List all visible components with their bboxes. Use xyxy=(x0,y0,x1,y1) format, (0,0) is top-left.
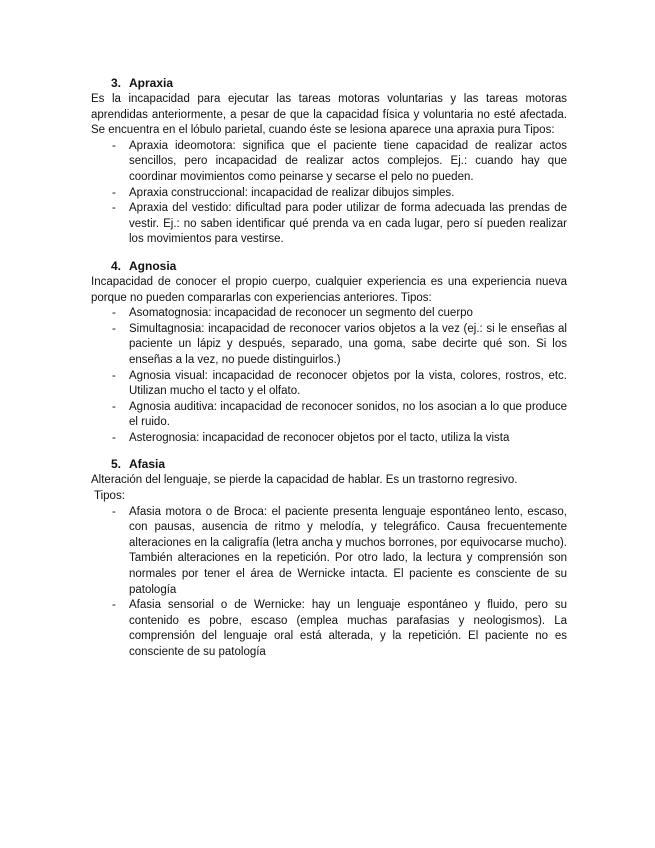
bullet-dash: - xyxy=(112,369,116,382)
bullet-dash: - xyxy=(112,202,116,215)
bullet-dash: - xyxy=(112,139,116,152)
list-item: - Agnosia visual: incapacidad de reconocer objetos por la vista, colores, rostros, etc. Utilizan mucho el tacto y el olfato. xyxy=(112,369,567,398)
section-heading xyxy=(91,259,567,274)
section-title: Afasia xyxy=(129,457,166,472)
section-agnosia xyxy=(91,259,567,447)
type-list xyxy=(91,139,567,248)
section-number: 5. xyxy=(111,457,122,472)
section-number: 3. xyxy=(111,76,122,90)
list-item: - Agnosia auditiva: incapacidad de reconocer sonidos, no los asocian a lo que produce el ruido. xyxy=(112,400,567,429)
section-heading xyxy=(91,76,567,91)
list-item: - Simultagnosia: incapacidad de reconocer varios objetos a la vez (ej.: si le enseñas al paciente un lápiz y después, separado, una goma, sabe decirte qué son. Si los enseñas a la vez, no puede distinguirlos.) xyxy=(112,322,567,366)
section-afasia xyxy=(91,457,567,660)
document-page xyxy=(91,76,567,672)
section-number: 4. xyxy=(111,258,122,273)
bullet-dash: - xyxy=(112,186,116,199)
section-heading xyxy=(91,457,567,472)
type-list xyxy=(91,505,567,661)
bullet-dash: - xyxy=(112,400,116,413)
section-apraxia xyxy=(91,76,567,248)
section-paragraph: Tipos: xyxy=(94,490,125,503)
bullet-dash: - xyxy=(112,322,116,335)
type-list xyxy=(91,306,567,446)
list-item: - Afasia motora o de Broca: el paciente presenta lenguaje espontáneo lento, escaso, con pausas, ausencia de ritmo y melodía, y telegráfico. Causa frecuentemente alteraciones en la caligrafía (letra ancha y muchos borrones, por equivocarse mucho). También alteraciones en la repetición. Por otro lado, la lectura y comprensión son normales por tener el área de Wernicke intacta. El paciente es consciente de su patología xyxy=(112,505,567,596)
section-paragraph: Es la incapacidad para ejecutar las tareas motoras voluntarias y las tareas motoras aprendidas anteriormente, a pesar de que la capacidad física y voluntaria no esté afectada. Se encuentra en el lóbulo parietal, cuando éste se lesiona aparece una apraxia pura Tipos: xyxy=(91,93,567,137)
bullet-dash: - xyxy=(112,599,116,612)
bullet-dash: - xyxy=(112,307,116,320)
bullet-dash: - xyxy=(112,431,116,444)
section-paragraph: Incapacidad de conocer el propio cuerpo, cualquier experiencia es una experiencia nueva porque no pueden compararlas con experiencias anteriores. Tipos: xyxy=(91,275,567,304)
list-item: - Asterognosia: incapacidad de reconocer objetos por el tacto, utiliza la vista xyxy=(91,431,567,447)
section-paragraph: Alteración del lenguaje, se pierde la capacidad de hablar. Es un trastorno regresivo. xyxy=(91,474,518,487)
list-item: - Apraxia ideomotora: significa que el paciente tiene capacidad de realizar actos sencillos, pero incapacidad de realizar actos complejos. Ej.: cuando hay que coordinar movimientos como peinarse y secarse el pelo no pueden. xyxy=(112,139,567,183)
list-item: - Apraxia construccional: incapacidad de realizar dibujos simples. xyxy=(91,186,567,202)
list-item: - Afasia sensorial o de Wernicke: hay un lenguaje espontáneo y fluido, pero su contenido es pobre, escaso (emplea muchas parafasias y neologismos). La comprensión del lenguaje oral está alterada, y la repetición. El paciente no es consciente de su patología xyxy=(112,599,567,658)
section-title: Agnosia xyxy=(129,258,177,273)
bullet-dash: - xyxy=(112,505,116,518)
section-title: Apraxia xyxy=(129,76,174,90)
list-item: - Asomatognosia: incapacidad de reconocer un segmento del cuerpo xyxy=(91,306,567,322)
list-item: - Apraxia del vestido: dificultad para poder utilizar de forma adecuada las prendas de vestir. Ej.: no saben identificar qué prenda va en cada lugar, pero sí pueden realizar los movimientos para vestirse. xyxy=(112,202,567,246)
